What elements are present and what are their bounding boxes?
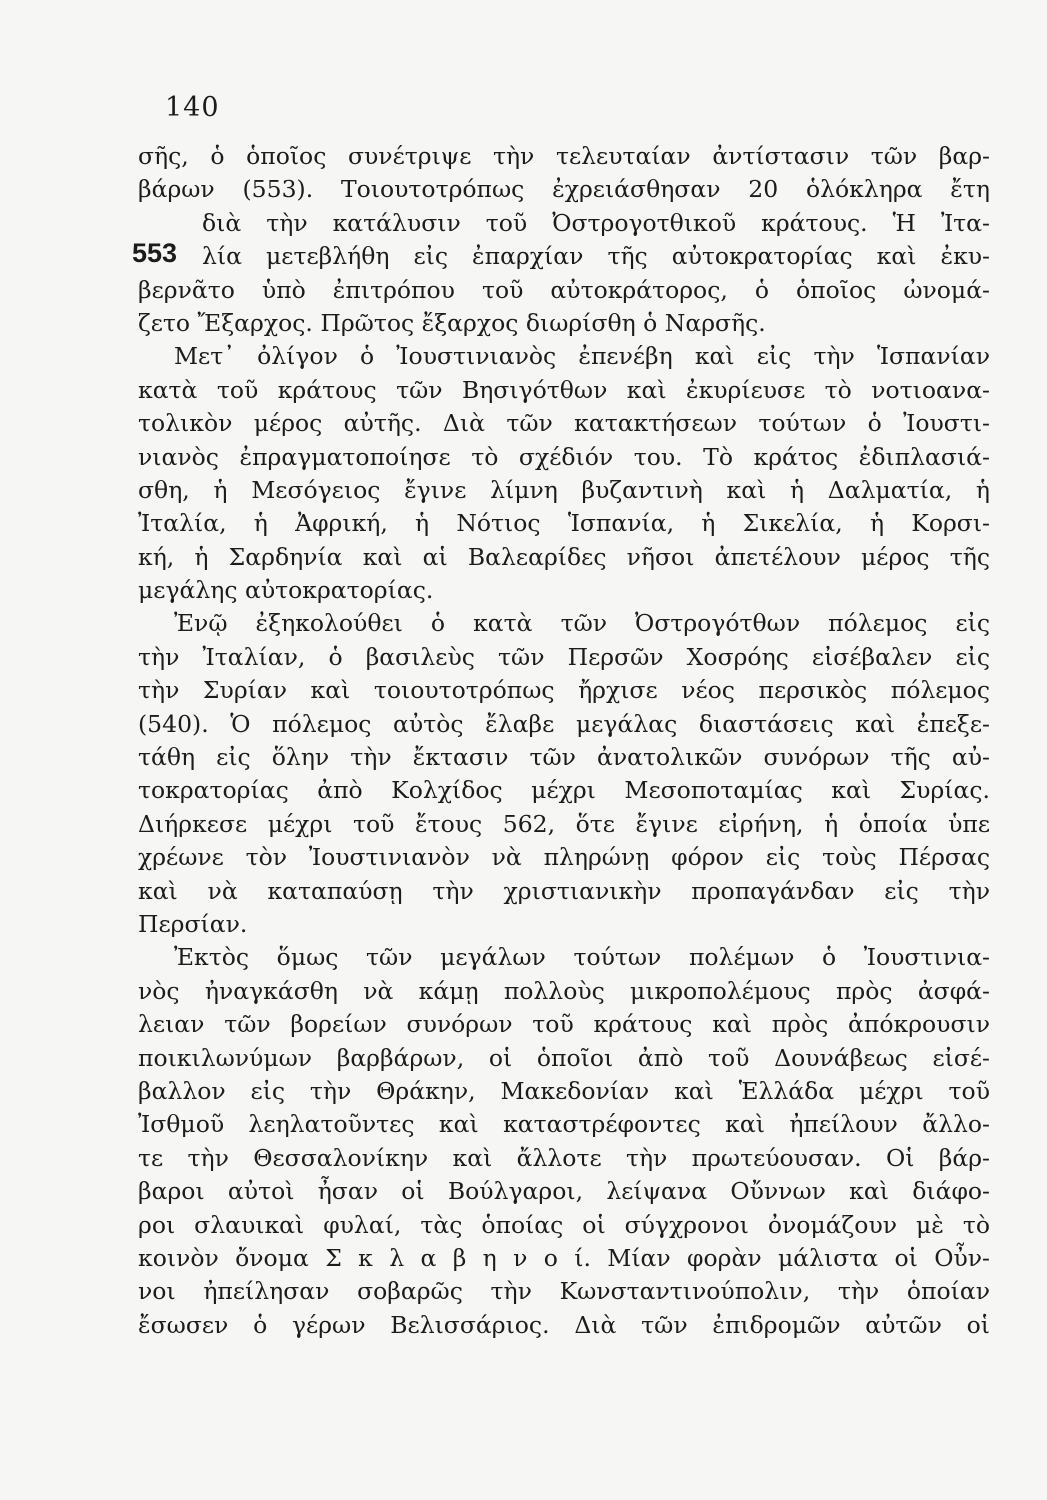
text-line: λειαν τῶν βορείων συνόρων τοῦ κράτους καὶ πρὸς ἀπόκρουσιν [138,1010,990,1039]
text-line: ροι σλαυικαὶ φυλαί, τὰς ὁποίας οἱ σύγχρονοι ὀνομάζουν μὲ τὸ [138,1210,990,1239]
text-line: ζετο Ἔξαρχος. Πρῶτος ἔξαρχος διωρίσθη ὁ Ναρσῆς. [138,308,766,337]
text-line: Διήρκεσε μέχρι τοῦ ἔτους 562, ὅτε ἔγινε εἰρήνη, ἡ ὁποία ὑπε [138,809,990,838]
text-line: νιανὸς ἐπραγματοποίησε τὸ σχέδιόν του. Τὸ κράτος ἐδιπλασιά- [138,442,990,471]
body-text [120,140,990,1342]
page-number: 140 [165,92,220,123]
text-line: Περσίαν. [138,909,248,938]
text-line: νὸς ἠναγκάσθη νὰ κάμῃ πολλοὺς μικροπολέμους πρὸς ἀσφά- [138,976,990,1005]
text-line: Ἐνῷ ἐξηκολούθει ὁ κατὰ τῶν Ὀστρογότθων πόλεμος εἰς [174,609,990,638]
text-line: Μετ᾽ ὀλίγον ὁ Ἰουστινιανὸς ἐπενέβη καὶ εἰς τὴν Ἱσπανίαν [174,342,990,371]
text-line: ἔσωσεν ὁ γέρων Βελισσάριος. Διὰ τῶν ἐπιδρομῶν αὐτῶν οἱ [138,1310,990,1339]
text-line: διὰ τὴν κατάλυσιν τοῦ Ὀστρογοτθικοῦ κράτους. Ἡ Ἰτα- [202,208,990,237]
text-line: χρέωνε τὸν Ἰουστινιανὸν νὰ πληρώνῃ φόρον εἰς τοὺς Πέρσας [138,843,990,872]
text-line: βερνᾶτο ὑπὸ ἐπιτρόπου τοῦ αὐτοκράτορος, ὁ ὁποῖος ὠνομά- [138,275,990,304]
text-line: τὴν Συρίαν καὶ τοιουτοτρόπως ἤρχισε νέος περσικὸς πόλεμος [138,676,990,705]
text-line: βαλλον εἰς τὴν Θράκην, Μακεδονίαν καὶ Ἑλλάδα μέχρι τοῦ [138,1076,990,1105]
text-line: βαροι αὐτοὶ ἦσαν οἱ Βούλγαροι, λείψανα Οὔννων καὶ διάφο- [138,1177,990,1206]
text-line: σθη, ἡ Μεσόγειος ἔγινε λίμνη βυζαντινὴ καὶ ἡ Δαλματία, ἡ [138,475,990,504]
text-line: τολικὸν μέρος αὐτῆς. Διὰ τῶν κατακτήσεων τούτων ὁ Ἰουστι- [138,409,990,438]
text-line: τὴν Ἰταλίαν, ὁ βασιλεὺς τῶν Περσῶν Χοσρόης εἰσέβαλεν εἰς [138,642,990,671]
text-line: λία μετεβλήθη εἰς ἐπαρχίαν τῆς αὐτοκρατορίας καὶ ἐκυ- [202,242,990,271]
text-line: μεγάλης αὐτοκρατορίας. [138,576,434,605]
text-line: (540). Ὁ πόλεμος αὐτὸς ἔλαβε μεγάλας διαστάσεις καὶ ἐπεξε- [138,709,990,738]
margin-year-note: 553 [132,238,178,268]
text-line: καὶ νὰ καταπαύσῃ τὴν χριστιανικὴν προπαγάνδαν εἰς τὴν [138,876,990,905]
text-line: ποικιλωνύμων βαρβάρων, οἱ ὁποῖοι ἀπὸ τοῦ Δουνάβεως εἰσέ- [138,1043,990,1072]
text-line: τε τὴν Θεσσαλονίκην καὶ ἄλλοτε τὴν πρωτεύουσαν. Οἱ βάρ- [138,1143,990,1172]
text-line: Ἰταλία, ἡ Ἀφρική, ἡ Νότιος Ἱσπανία, ἡ Σικελία, ἡ Κορσι- [138,509,990,538]
text-line: Ἰσθμοῦ λεηλατοῦντες καὶ καταστρέφοντες καὶ ἠπείλουν ἄλλο- [138,1110,990,1139]
text-line: κατὰ τοῦ κράτους τῶν Βησιγότθων καὶ ἐκυρίευσε τὸ νοτιοανα- [138,375,990,404]
text-line: τοκρατορίας ἀπὸ Κολχίδος μέχρι Μεσοποταμίας καὶ Συρίας. [138,776,990,805]
text-line: κή, ἡ Σαρδηνία καὶ αἱ Βαλεαρίδες νῆσοι ἀπετέλουν μέρος τῆς [138,542,990,571]
text-line: Ἐκτὸς ὅμως τῶν μεγάλων τούτων πολέμων ὁ Ἰουστινια- [174,943,990,972]
text-line: τάθη εἰς ὅλην τὴν ἔκτασιν τῶν ἀνατολικῶν συνόρων τῆς αὐ- [138,743,990,772]
text-line: βάρων (553). Τοιουτοτρόπως ἐχρειάσθησαν 20 ὁλόκληρα ἔτη [138,175,990,204]
text-line: σῆς, ὁ ὁποῖος συνέτριψε τὴν τελευταίαν ἀντίστασιν τῶν βαρ- [138,142,990,170]
text-line: κοινὸν ὄνομα Σ κ λ α β η ν ο ί. Μίαν φορὰν μάλιστα οἱ Οὖν- [138,1243,990,1272]
text-line: νοι ἠπείλησαν σοβαρῶς τὴν Κωνσταντινούπολιν, τὴν ὁποίαν [138,1277,990,1306]
